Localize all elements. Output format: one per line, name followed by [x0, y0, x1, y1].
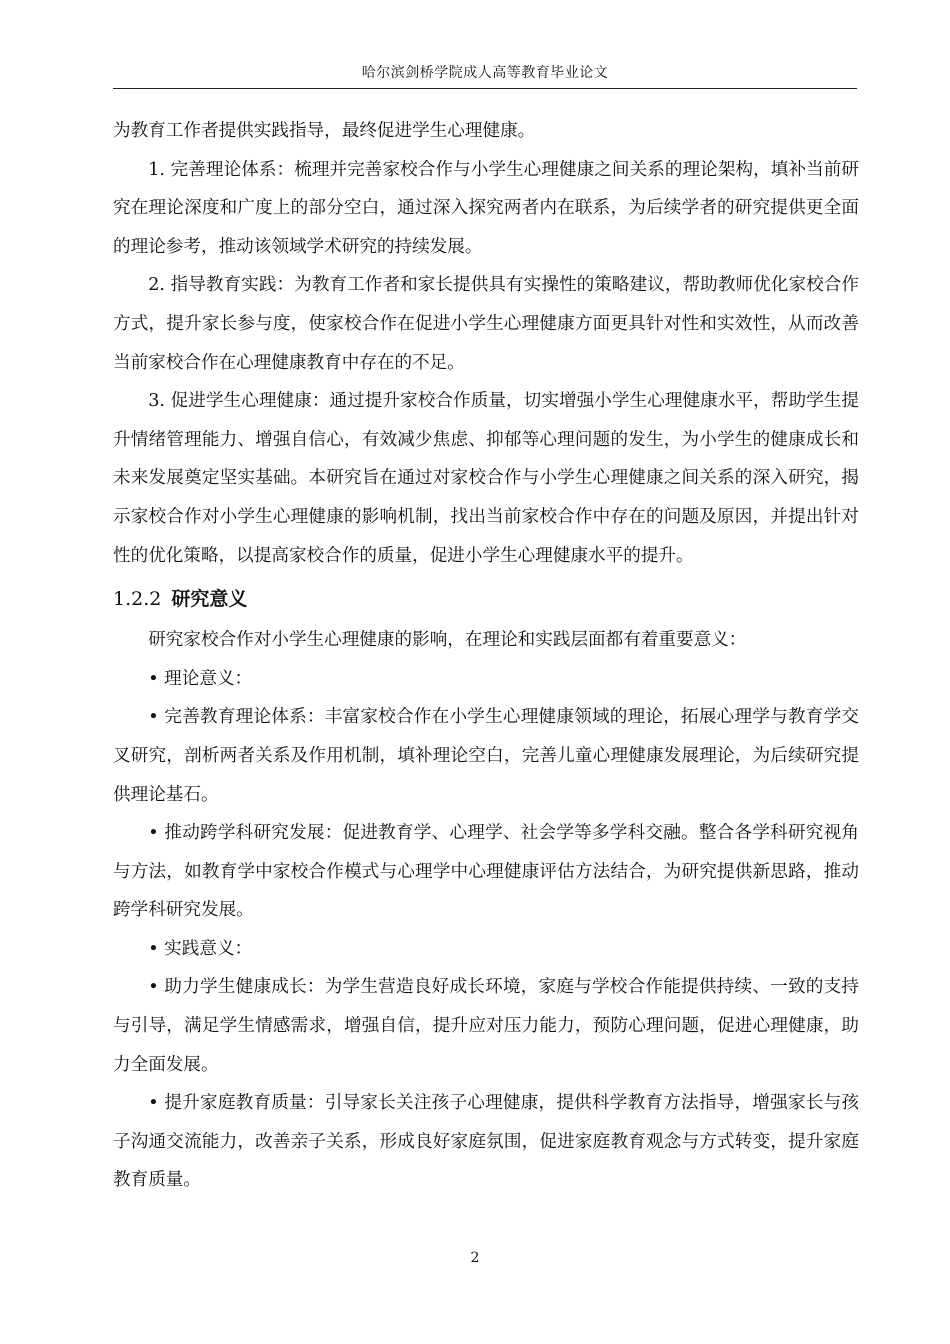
paragraph: 1. 完善理论体系：梳理并完善家校合作与小学生心理健康之间关系的理论架构，填补当前研究在理论深度和广度上的部分空白，通过深入探究两者内在联系，为后续学者的研究提供更全面的理论参考，推动该领域学术研究的持续发展。 — [113, 159, 859, 257]
paragraph: 为教育工作者提供实践指导，最终促进学生心理健康。 — [113, 121, 536, 141]
bullet-heading: • 理论意义： — [148, 668, 253, 689]
paragraph: 研究家校合作对小学生心理健康的影响，在理论和实践层面都有着重要意义： — [148, 630, 747, 651]
section-heading — [113, 579, 859, 619]
bullet-paragraph: • 助力学生健康成长：为学生营造良好成长环境，家庭与学校合作能提供持续、一致的支持与引导，满足学生情感需求，增强自信，提升应对压力能力，预防心理问题，促进心理健康，助力全面发展。 — [113, 977, 859, 1075]
paragraph: 2. 指导教育实践：为教育工作者和家长提供具有实操性的策略建议，帮助教师优化家校合作方式，提升家长参与度，使家校合作在促进小学生心理健康方面更具针对性和实效性，从而改善当前家校合作在心理健康教育中存在的不足。 — [113, 275, 859, 373]
page-footer — [0, 1250, 950, 1266]
page-number: 2 — [470, 1250, 480, 1266]
header-title: 哈尔滨剑桥学院成人高等教育毕业论文 — [361, 65, 609, 81]
bullet-paragraph: • 推动跨学科研究发展：促进教育学、心理学、社会学等多学科交融。整合各学科研究视角与方法，如教育学中家校合作模式与心理学中心理健康评估方法结合，为研究提供新思路，推动跨学科研究发展。 — [113, 823, 859, 921]
bullet-paragraph: • 提升家庭教育质量：引导家长关注孩子心理健康，提供科学教育方法指导，增强家长与孩子沟通交流能力，改善亲子关系，形成良好家庭氛围，促进家庭教育观念与方式转变，提升家庭教育质量。 — [113, 1093, 859, 1191]
page-header — [113, 62, 857, 89]
page-body — [113, 112, 859, 1200]
bullet-paragraph: • 完善教育理论体系：丰富家校合作在小学生心理健康领域的理论，拓展心理学与教育学交叉研究，剖析两者关系及作用机制，填补理论空白，完善儿童心理健康发展理论，为后续研究提供理论基石。 — [113, 707, 859, 805]
paragraph: 3. 促进学生心理健康：通过提升家校合作质量，切实增强小学生心理健康水平，帮助学生提升情绪管理能力、增强自信心，有效减少焦虑、抑郁等心理问题的发生，为小学生的健康成长和未来发展奠定坚实基础。本研究旨在通过对家校合作与小学生心理健康之间关系的深入研究，揭示家校合作对小学生心理健康的影响机制，找出当前家校合作中存在的问题及原因，并提出针对性的优化策略，以提高家校合作的质量，促进小学生心理健康水平的提升。 — [113, 391, 859, 566]
bullet-heading: • 实践意义： — [148, 938, 253, 959]
section-number: 1.2.2 — [113, 588, 162, 611]
section-title: 研究意义 — [171, 588, 248, 611]
